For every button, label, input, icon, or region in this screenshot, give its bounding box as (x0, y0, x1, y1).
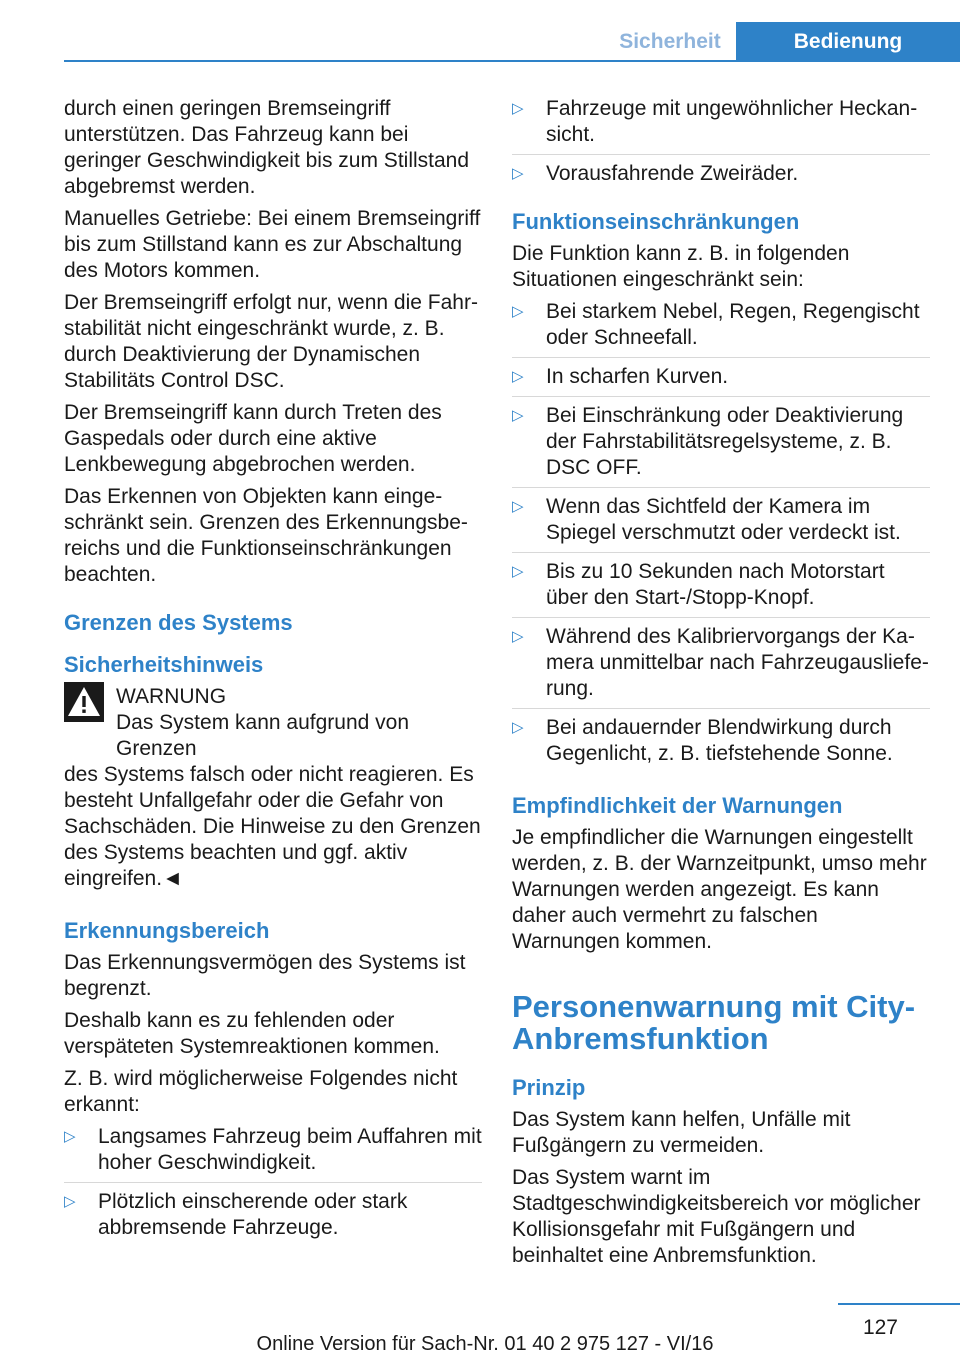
paragraph: Die Funktion kann z. B. in folgenden Situationen eingeschränkt sein: (512, 242, 850, 291)
heading-erkennungsbereich: Erkennungsbereich (64, 918, 270, 943)
list-item: ▷ Bei starkem Nebel, Regen, Regengischt oder Schneefall. (512, 299, 930, 358)
footer-rule (838, 1303, 960, 1305)
heading-sicherheitshinweis: Sicherheitshinweis (64, 652, 264, 677)
bullet-list (512, 96, 930, 193)
paragraph: Das System kann helfen, Unfälle mit Fußgängern zu vermeiden. (512, 1108, 851, 1157)
page-header (64, 22, 960, 62)
paragraph: Z. B. wird möglicherweise Folgendes nicht erkannt: (64, 1067, 458, 1116)
list-item: ▷ In scharfen Kurven. (512, 364, 930, 397)
list-item: ▷ Bei Einschränkung oder Deaktivierung der Fahrstabilitätsregelsysteme, z. B. DSC OFF. (512, 403, 930, 488)
page-number: 127 (862, 1316, 898, 1339)
paragraph: Der Bremseingriff erfolgt nur, wenn die Fahrstabilität nicht eingeschränkt wurde, z. B. durch Deaktivierung der Dynamischen Stabilitäts Control DSC. (64, 291, 478, 392)
paragraph: durch einen geringen Bremseingriff unterstützen. Das Fahrzeug kann bei geringer Geschwindigkeit bis zum Stillstand abgebremst werden. (64, 97, 470, 198)
heading-grenzen: Grenzen des Systems (64, 610, 293, 635)
triangle-right-outline-icon: ▷ (512, 498, 524, 515)
triangle-right-outline-icon: ▷ (512, 165, 524, 182)
triangle-right-outline-icon: ▷ (64, 1193, 76, 1210)
list-item: ▷ Langsames Fahrzeug beim Auffahren mit hoher Geschwindigkeit. (64, 1124, 482, 1183)
triangle-right-outline-icon: ▷ (512, 563, 524, 580)
left-column (64, 96, 482, 1253)
list-item: ▷ Während des Kalibriervorgangs der Kamera unmittelbar nach Fahrzeugauslieferung. (512, 624, 930, 709)
list-item: ▷ Fahrzeuge mit ungewöhnlicher Heckansicht. (512, 96, 930, 155)
right-column (512, 96, 930, 1275)
triangle-right-outline-icon: ▷ (512, 628, 524, 645)
list-item: ▷ Bei andauernder Blendwirkung durch Gegenlicht, z. B. tiefstehende Sonne. (512, 716, 893, 765)
header-rule (64, 60, 960, 62)
paragraph: Deshalb kann es zu fehlenden oder verspäteten Systemreaktionen kommen. (64, 1009, 440, 1058)
triangle-right-outline-icon: ▷ (512, 303, 524, 320)
heading-personenwarnung: Personenwarnung mit City-Anbremsfunktion (512, 989, 916, 1056)
paragraph: Das System warnt im Stadtgeschwindigkeitsbereich vor möglicher Kollisionsgefahr mit Fußgängern und beinhaltet eine Anbremsfunktion. (512, 1166, 921, 1267)
paragraph: Der Bremseingriff kann durch Treten des Gaspedals oder durch eine aktive Lenkbewegung abgebrochen werden. (64, 401, 442, 476)
paragraph: Manuelles Getriebe: Bei einem Bremseingriff bis zum Stillstand kann es zur Abschaltung des Motors kommen. (64, 207, 481, 282)
warning-text: des Systems falsch oder nicht reagieren. Es besteht Unfallgefahr oder die Gefahr von Sachschäden. Die Hinweise zu den Grenzen des Systems beachten und ggf. aktiv eingreifen.◄ (64, 763, 481, 890)
online-version-note: Online Version für Sach-Nr. 01 40 2 975 127 - VI/16 (256, 1333, 714, 1355)
warning-triangle-icon (64, 682, 104, 722)
list-item: ▷ Bis zu 10 Sekunden nach Motorstart über den Start-/Stopp-Knopf. (512, 559, 930, 618)
paragraph: Das Erkennen von Objekten kann eingeschränkt sein. Grenzen des Erkennungsbereichs und die Funktionseinschränkungen beachten. (64, 485, 468, 586)
paragraph: Das Erkennungsvermögen des Systems ist begrenzt. (64, 951, 466, 1000)
heading-funktionseinschraenkungen: Funktionseinschränkungen (512, 209, 800, 234)
bullet-list (64, 1124, 482, 1247)
heading-empfindlichkeit: Empfindlichkeit der Warnungen (512, 793, 843, 818)
warning-box (64, 684, 482, 892)
list-item: ▷ Plötzlich einscherende oder stark abbremsende Fahrzeuge. (64, 1190, 408, 1239)
warning-label: WARNUNG (116, 685, 227, 708)
triangle-right-outline-icon: ▷ (512, 100, 524, 117)
list-item: ▷ Vorausfahrende Zweiräder. (512, 162, 799, 185)
heading-prinzip: Prinzip (512, 1075, 586, 1100)
tab-bedienung[interactable]: Bedienung (736, 22, 960, 62)
list-item: ▷ Wenn das Sichtfeld der Kamera im Spiegel verschmutzt oder verdeckt ist. (512, 494, 930, 553)
triangle-right-outline-icon: ▷ (512, 719, 524, 736)
triangle-right-outline-icon: ▷ (512, 407, 524, 424)
tab-sicherheit[interactable]: Sicherheit (619, 30, 721, 53)
triangle-right-outline-icon: ▷ (64, 1128, 76, 1145)
triangle-right-outline-icon: ▷ (512, 368, 524, 385)
warning-text-first: Das System kann aufgrund von Grenzen (116, 711, 409, 760)
paragraph: Je empfindlicher die Warnungen eingestellt werden, z. B. der Warnzeitpunkt, umso mehr Warnungen werden angezeigt. Es kann daher auch vermehrt zu falschen Warnungen kommen. (512, 826, 927, 953)
bullet-list (512, 299, 930, 773)
